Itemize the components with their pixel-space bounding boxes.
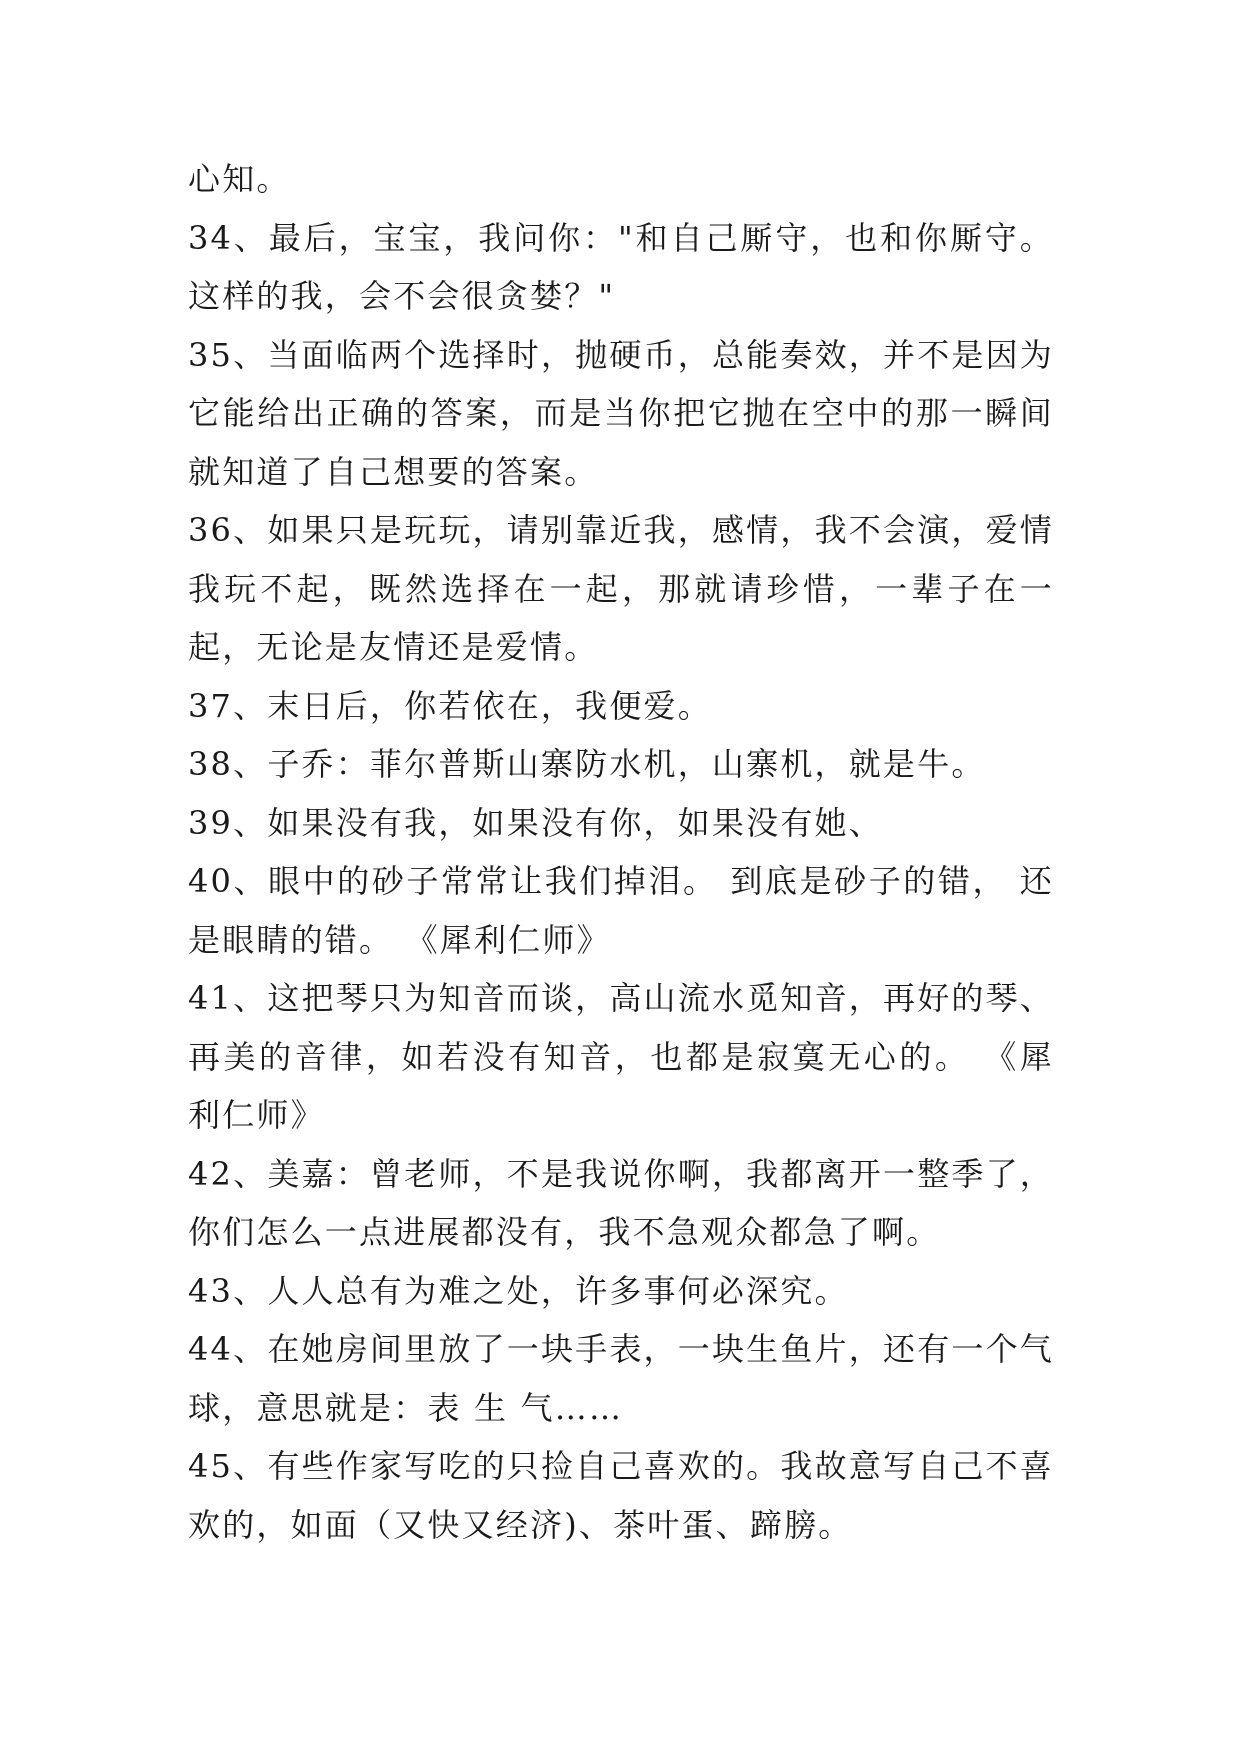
- document-body: [188, 150, 1054, 1554]
- paragraph-45: 45、有些作家写吃的只捡自己喜欢的。我故意写自己不喜欢的，如面（又快又经济)、茶叶蛋、蹄膀。: [188, 1447, 1054, 1544]
- paragraph-38: 38、子乔：菲尔普斯山寨防水机，山寨机，就是牛。: [188, 745, 986, 783]
- paragraph-35: 35、当面临两个选择时，抛硬币，总能奏效，并不是因为它能给出正确的答案，而是当你把它抛在空中的那一瞬间就知道了自己想要的答案。: [188, 335, 1054, 491]
- paragraph-43: 43、人人总有为难之处，许多事何必深究。: [188, 1271, 849, 1310]
- paragraph-44: 44、在她房间里放了一块手表，一块生鱼片，还有一个气球，意思就是：表 生 气……: [188, 1330, 1054, 1427]
- paragraph-41: 41、这把琴只为知音而谈，高山流水觅知音，再好的琴、再美的音律，如若没有知音，也都是寂寞无心的。 《犀利仁师》: [188, 979, 1054, 1134]
- paragraph-37: 37、末日后，你若依在，我便爱。: [188, 686, 712, 725]
- paragraph-42: 42、美嘉：曾老师，不是我说你啊，我都离开一整季了，你们怎么一点进展都没有，我不急观众都急了啊。: [188, 1154, 1054, 1251]
- paragraph-40: 40、眼中的砂子常常让我们掉泪。 到底是砂子的错， 还是眼睛的错。 《犀利仁师》: [188, 862, 1054, 959]
- paragraph-continuation: 心知。: [188, 160, 291, 198]
- paragraph-34: 34、最后，宝宝，我问你："和自己厮守，也和你厮守。这样的我，会不会很贪婪？": [188, 218, 1054, 315]
- paragraph-36: 36、如果只是玩玩，请别靠近我，感情，我不会演，爱情我玩不起，既然选择在一起，那就请珍惜，一辈子在一起，无论是友情还是爱情。: [188, 511, 1054, 666]
- paragraph-39: 39、如果没有我，如果没有你，如果没有她、: [188, 803, 883, 842]
